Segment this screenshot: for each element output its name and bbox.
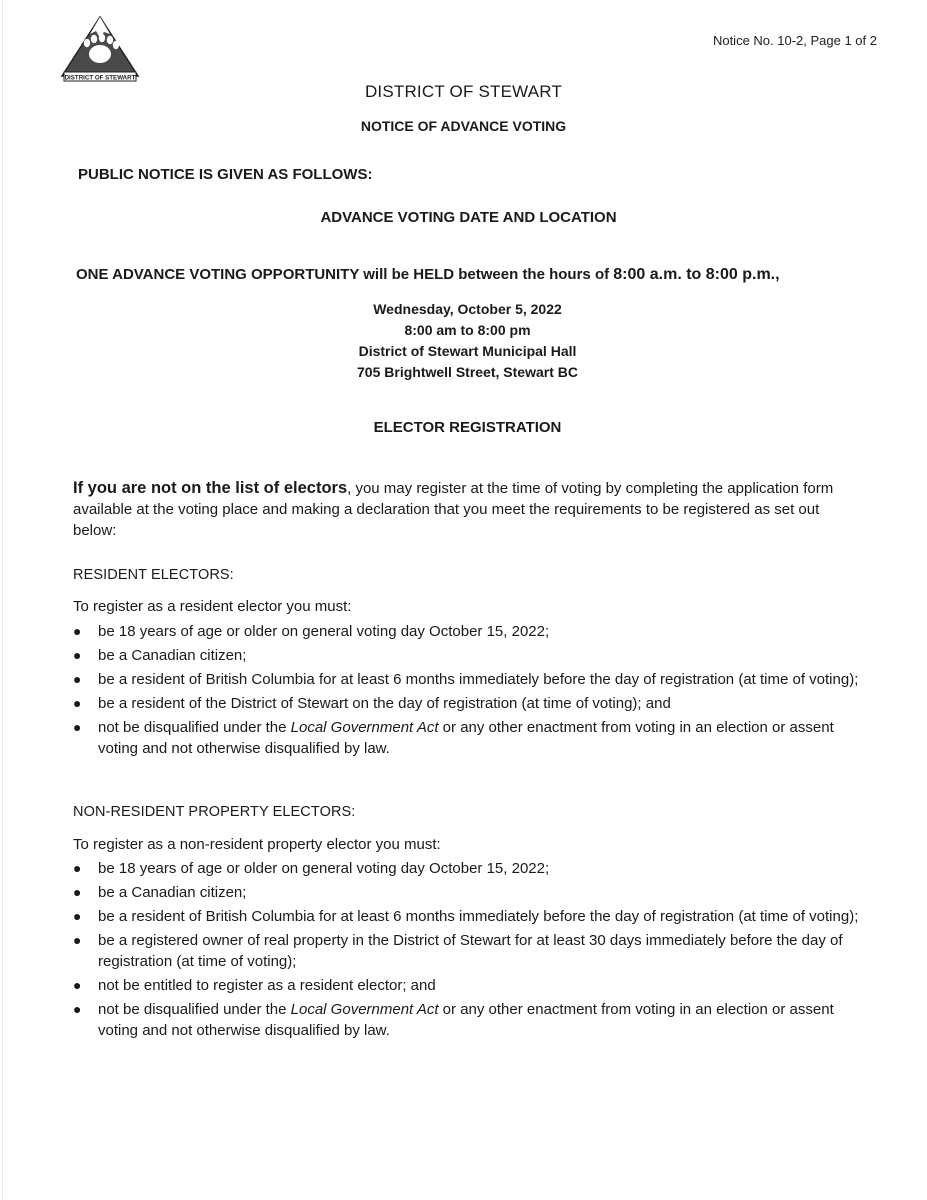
list-item bbox=[73, 693, 863, 714]
notice-number: Notice No. 10-2, Page 1 of 2 bbox=[712, 33, 877, 48]
scan-edge bbox=[2, 0, 3, 1200]
requirement-text: be a Canadian citizen; bbox=[98, 647, 247, 664]
list-item bbox=[73, 669, 863, 690]
resident-electors-lead: To register as a resident elector you must: bbox=[73, 598, 352, 615]
bullet-icon: ● bbox=[73, 860, 82, 876]
voting-address: 705 Brightwell Street, Stewart BC bbox=[357, 364, 578, 380]
list-item bbox=[73, 999, 863, 1041]
opportunity-hours: 8:00 a.m. to 8:00 p.m., bbox=[613, 266, 780, 283]
requirement-text: be a Canadian citizen; bbox=[98, 884, 247, 901]
list-item bbox=[73, 906, 863, 927]
list-item bbox=[73, 858, 863, 879]
requirement-text: be 18 years of age or older on general voting day October 15, 2022; bbox=[98, 860, 550, 877]
requirement-text: not be disqualified under the bbox=[98, 719, 291, 736]
logo-text: DISTRICT OF STEWART bbox=[64, 74, 136, 82]
voting-place: District of Stewart Municipal Hall bbox=[358, 343, 577, 359]
bullet-icon: ● bbox=[73, 932, 82, 948]
registration-intro bbox=[73, 478, 853, 541]
notice-title: NOTICE OF ADVANCE VOTING bbox=[360, 118, 567, 134]
list-item bbox=[73, 621, 863, 642]
bullet-icon: ● bbox=[73, 977, 82, 993]
nonresident-electors-lead: To register as a non-resident property elector you must: bbox=[73, 836, 441, 853]
nonresident-electors-heading: NON-RESIDENT PROPERTY ELECTORS: bbox=[73, 804, 356, 820]
list-item bbox=[73, 717, 863, 759]
requirement-text: or any other enactment from voting in an election or assent voting and not otherwise disqualified by law. bbox=[98, 1001, 834, 1039]
act-name: Local Government Act bbox=[290, 1001, 439, 1018]
district-logo-icon bbox=[58, 14, 142, 84]
list-item bbox=[73, 645, 863, 666]
advance-voting-opportunity bbox=[76, 266, 876, 284]
requirement-text: be 18 years of age or older on general voting day October 15, 2022; bbox=[98, 623, 550, 640]
requirement-text: be a resident of British Columbia for at least 6 months immediately before the day of registration (at time of voting); bbox=[98, 671, 859, 688]
requirement-text: not be disqualified under the bbox=[98, 1001, 291, 1018]
nonresident-requirements-list bbox=[73, 858, 863, 1044]
bullet-icon: ● bbox=[73, 1001, 82, 1017]
opportunity-text: ONE ADVANCE VOTING OPPORTUNITY will be HELD between the hours of bbox=[76, 266, 614, 283]
bullet-icon: ● bbox=[73, 719, 82, 735]
requirement-text: be a registered owner of real property in the District of Stewart for at least 30 days immediately before the day of registration (at time of voting); bbox=[98, 932, 843, 970]
list-item bbox=[73, 882, 863, 903]
intro-lead: If you are not on the list of electors bbox=[73, 479, 348, 497]
bullet-icon: ● bbox=[73, 884, 82, 900]
list-item bbox=[73, 930, 863, 972]
requirement-text: not be entitled to register as a resident elector; and bbox=[98, 977, 436, 994]
resident-requirements-list bbox=[73, 621, 863, 762]
district-name: DISTRICT OF STEWART bbox=[364, 82, 563, 101]
resident-electors-heading: RESIDENT ELECTORS: bbox=[73, 567, 234, 583]
act-name: Local Government Act bbox=[290, 719, 439, 736]
voting-time: 8:00 am to 8:00 pm bbox=[404, 322, 531, 338]
elector-registration-heading: ELECTOR REGISTRATION bbox=[373, 419, 562, 436]
bullet-icon: ● bbox=[73, 908, 82, 924]
intro-rest: , you may register at the time of voting by completing the application form available at the voting place and making a declaration that you meet the requirements to be registered as set out below: bbox=[73, 480, 834, 539]
voting-date: Wednesday, October 5, 2022 bbox=[373, 301, 562, 317]
requirement-text: or any other enactment from voting in an election or assent voting and not otherwise disqualified by law. bbox=[98, 719, 834, 757]
bullet-icon: ● bbox=[73, 695, 82, 711]
bullet-icon: ● bbox=[73, 623, 82, 639]
bullet-icon: ● bbox=[73, 671, 82, 687]
voting-details bbox=[0, 299, 927, 383]
requirement-text: be a resident of British Columbia for at least 6 months immediately before the day of registration (at time of voting); bbox=[98, 908, 859, 925]
advance-voting-heading: ADVANCE VOTING DATE AND LOCATION bbox=[320, 209, 617, 226]
public-notice-heading: PUBLIC NOTICE IS GIVEN AS FOLLOWS: bbox=[78, 166, 373, 183]
list-item bbox=[73, 975, 863, 996]
requirement-text: be a resident of the District of Stewart on the day of registration (at time of voting); and bbox=[98, 695, 671, 712]
bullet-icon: ● bbox=[73, 647, 82, 663]
